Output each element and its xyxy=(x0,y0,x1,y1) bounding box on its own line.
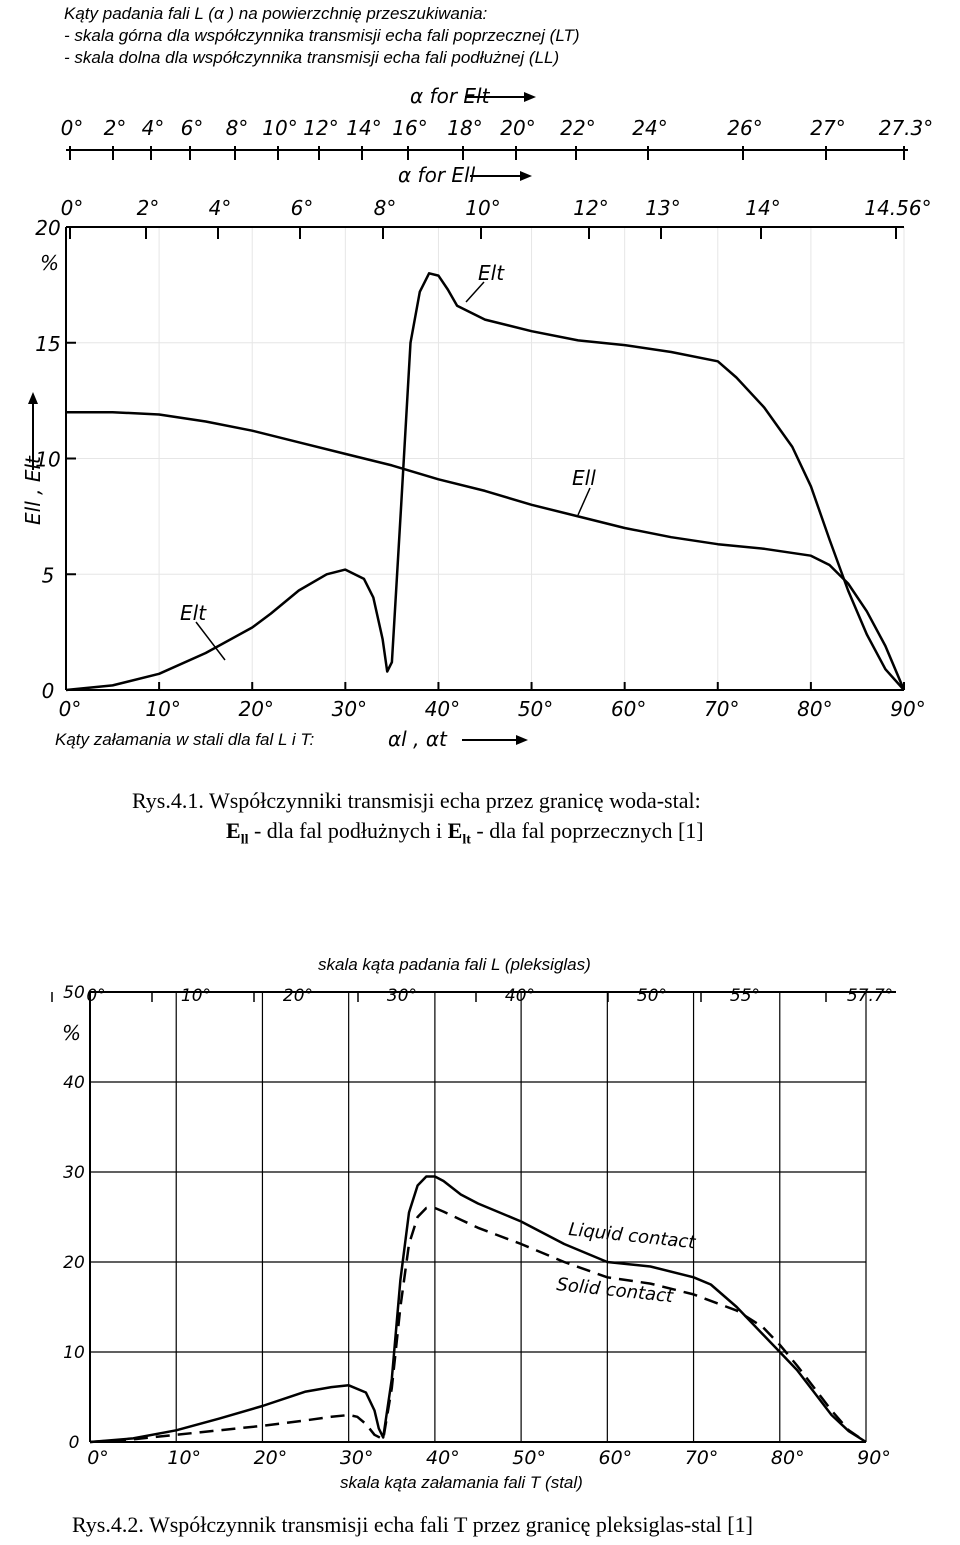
x-tick-label: 40° xyxy=(424,697,461,721)
chart-2 xyxy=(0,945,960,1505)
chart-2-top-scale xyxy=(52,986,893,1006)
top-scale-tick-label: 30° xyxy=(386,986,418,1006)
x-axis-arrowhead xyxy=(516,735,528,745)
annotation-ell-leader xyxy=(578,488,590,515)
top-scale-1-tick-label: 12° xyxy=(303,116,339,140)
top-scale-1-tick-label: 8° xyxy=(225,116,249,140)
chart-2-y-unit: % xyxy=(62,1021,82,1045)
top-scale-2-arrowhead xyxy=(520,171,532,181)
top-scale-2-tick-label: 4° xyxy=(208,196,232,220)
x-tick-label: 80° xyxy=(770,1447,805,1469)
top-scale-1-label: α for Elt xyxy=(410,84,490,108)
top-scale-tick-label: 0° xyxy=(86,986,106,1006)
fig1-header-line-1: Kąty padania fali L (α ) na powierzchnię przeszukiwania: xyxy=(64,4,488,23)
y-tick-label: 40 xyxy=(63,1073,85,1093)
series-elt-line xyxy=(66,273,904,690)
y-tick-label: 20 xyxy=(63,1253,85,1273)
top-scale-1-tick-label: 20° xyxy=(500,116,536,140)
y-tick-label: 30 xyxy=(63,1163,85,1183)
chart-1-top-scale-1 xyxy=(61,116,934,160)
x-tick-label: 20° xyxy=(238,697,274,721)
x-tick-label: 10° xyxy=(145,697,181,721)
chart-2-axes xyxy=(90,992,896,1442)
x-tick-label: 20° xyxy=(253,1447,288,1469)
top-scale-1-tick-label: 26° xyxy=(727,116,763,140)
x-tick-label: 70° xyxy=(684,1447,719,1469)
top-scale-2-tick-label: 12° xyxy=(573,196,609,220)
y-tick-label: 10 xyxy=(63,1343,85,1363)
x-tick-label: 80° xyxy=(797,697,833,721)
annotation-elt-upper-leader xyxy=(466,282,484,302)
chart-2-grid xyxy=(90,992,866,1442)
y-axis-arrowhead xyxy=(28,392,38,404)
x-tick-label: 90° xyxy=(857,1447,891,1469)
fig2-caption: Rys.4.2. Współczynnik transmisji echa fali T przez granicę pleksiglas-stal [1] xyxy=(72,1512,753,1537)
top-scale-2-tick-label: 14.56° xyxy=(864,196,932,220)
top-scale-tick-label: 55° xyxy=(729,986,761,1006)
fig1-header-line-2: - skala górna dla współczynnika transmisji echa fali poprzecznej (LT) xyxy=(64,26,580,45)
x-axis-symbol: αl , αt xyxy=(388,727,447,751)
x-tick-label: 40° xyxy=(426,1447,460,1469)
top-scale-1-tick-label: 24° xyxy=(632,116,668,140)
chart-1-series xyxy=(66,273,904,690)
top-scale-1-tick-label: 14° xyxy=(346,116,382,140)
top-scale-2-tick-label: 2° xyxy=(136,196,160,220)
top-scale-1-tick-label: 6° xyxy=(180,116,204,140)
fig1-header-line-3: - skala dolna dla współczynnika transmisji echa fali podłużnej (LL) xyxy=(64,48,560,67)
x-tick-label: 0° xyxy=(87,1447,109,1469)
top-scale-2-tick-label: 0° xyxy=(60,196,84,220)
caption-ell-symbol: $E_{ll}$ xyxy=(226,818,249,848)
chart-2-x-ticks xyxy=(87,1447,891,1469)
y-tick-label: 10 xyxy=(35,447,61,472)
chart-2-series xyxy=(90,1177,866,1443)
y-axis-label: Ell , Elt xyxy=(21,456,45,525)
x-tick-label: 60° xyxy=(610,697,647,721)
annotation-liquid-contact: Liquid contact xyxy=(567,1219,697,1254)
top-scale-1-tick-label: 2° xyxy=(103,116,127,140)
top-scale-2-tick-label: 6° xyxy=(290,196,314,220)
y-tick-label: 0 xyxy=(68,1433,80,1453)
annotation-elt-lower: Elt xyxy=(180,601,207,625)
top-scale-tick-label: 40° xyxy=(504,986,536,1006)
x-tick-label: 60° xyxy=(598,1447,633,1469)
top-scale-1-tick-label: 10° xyxy=(262,116,298,140)
chart-1-top-scale-2 xyxy=(61,196,932,239)
series-solid-contact-line xyxy=(90,1208,866,1442)
chart-1 xyxy=(0,70,960,770)
x-tick-label: 30° xyxy=(339,1447,374,1469)
annotation-solid-contact: Solid contact xyxy=(555,1274,674,1308)
y-tick-label: 50 xyxy=(63,983,85,1003)
top-scale-1-tick-label: 0° xyxy=(60,116,84,140)
top-scale-2-tick-label: 10° xyxy=(465,196,501,220)
top-scale-1-tick-label: 4° xyxy=(141,116,165,140)
y-tick-label: 5 xyxy=(41,563,55,588)
top-scale-1-arrowhead xyxy=(524,92,536,102)
chart-2-top-title: skala kąta padania fali L (pleksiglas) xyxy=(318,955,591,974)
series-liquid-contact-line xyxy=(90,1177,866,1443)
x-tick-label: 50° xyxy=(512,1447,546,1469)
chart-2-x-axis-label: skala kąta załamania fali T (stal) xyxy=(340,1473,583,1492)
x-tick-label: 10° xyxy=(167,1447,202,1469)
top-scale-2-tick-label: 8° xyxy=(373,196,397,220)
x-tick-label: 50° xyxy=(517,697,554,721)
series-ell-line xyxy=(66,412,904,690)
x-tick-label: 0° xyxy=(58,697,82,721)
top-scale-1-tick-label: 27.3° xyxy=(878,116,934,140)
top-scale-1-tick-label: 16° xyxy=(392,116,428,140)
top-scale-tick-label: 20° xyxy=(282,986,314,1006)
top-scale-1-tick-label: 27° xyxy=(810,116,846,140)
y-unit-label: % xyxy=(40,251,60,275)
annotation-elt-upper: Elt xyxy=(478,261,505,285)
chart-2-y-ticks xyxy=(63,983,85,1453)
top-scale-1-tick-label: 18° xyxy=(447,116,483,140)
annotation-ell: Ell xyxy=(572,466,596,490)
x-tick-label: 90° xyxy=(890,697,926,721)
y-tick-label: 20 xyxy=(35,216,61,240)
top-scale-1-tick-label: 22° xyxy=(560,116,596,140)
top-scale-tick-label: 50° xyxy=(636,986,668,1006)
chart-1-annotations xyxy=(180,261,596,660)
x-tick-label: 30° xyxy=(331,697,368,721)
fig1-caption-line-2: $E_{ll}$ - dla fal podłużnych i $E_{lt}$ - dla fal poprzecznych [1] xyxy=(226,818,704,848)
x-axis-label: Kąty załamania w stali dla fal L i T: xyxy=(55,730,315,749)
top-scale-2-label: α for Ell xyxy=(398,163,476,187)
fig1-caption-line-1: Rys.4.1. Współczynniki transmisji echa przez granicę woda-stal: xyxy=(132,788,701,813)
top-scale-tick-label: 10° xyxy=(180,986,212,1006)
top-scale-2-tick-label: 13° xyxy=(645,196,681,220)
top-scale-tick-label: 57.7° xyxy=(846,986,894,1006)
chart-1-x-ticks xyxy=(59,682,926,721)
y-tick-label: 15 xyxy=(35,331,61,356)
x-tick-label: 70° xyxy=(704,697,740,721)
top-scale-2-tick-label: 14° xyxy=(745,196,781,220)
y-tick-label: 0 xyxy=(41,679,55,703)
caption-elt-symbol: $E_{lt}$ xyxy=(447,818,471,848)
